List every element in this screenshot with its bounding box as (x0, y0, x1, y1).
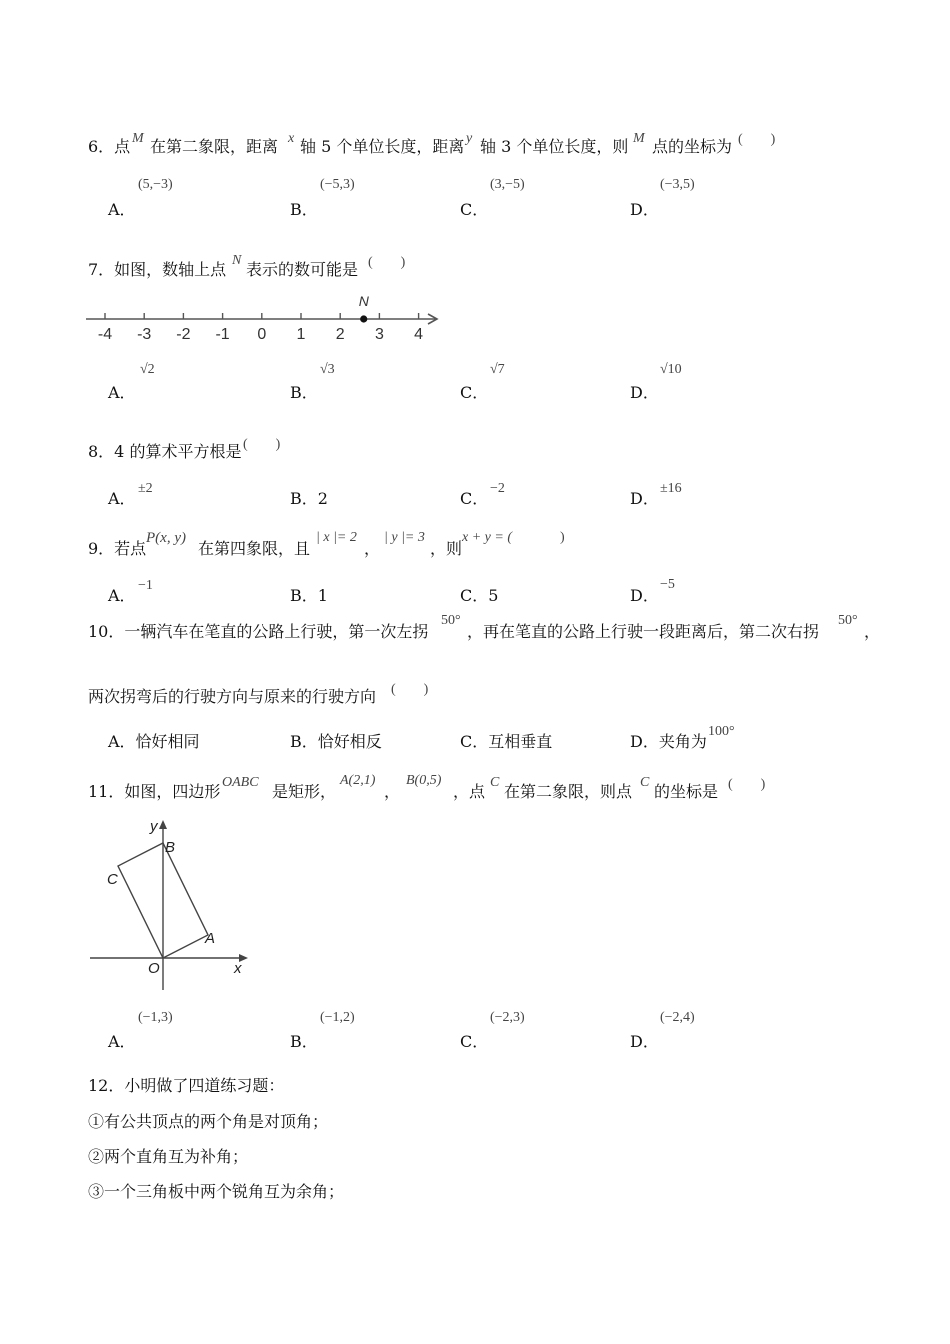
q10-stem-part: 10．一辆汽车在笔直的公路上行驶，第一次左拐 (88, 622, 429, 641)
q7-option-b-math: √3 (320, 362, 335, 377)
q7-option-d-math: √10 (660, 362, 682, 377)
q8-option-a-math: ±2 (138, 481, 153, 496)
number-line-tick-label: 2 (335, 326, 345, 343)
y-axis-label: y (150, 818, 158, 835)
q11-var: B(0,5) (406, 773, 442, 788)
q6-var: y (466, 131, 473, 146)
q9-option-c[interactable]: C．5 (460, 586, 499, 605)
q11-var: C (490, 775, 500, 790)
number-line-tick-label: -1 (215, 326, 230, 343)
q12-stem: 12．小明做了四道练习题： (88, 1076, 285, 1095)
q6-option-d[interactable]: D． (630, 200, 659, 219)
q9-option-b[interactable]: B．1 (290, 586, 328, 605)
q8-option-b[interactable]: B．2 (290, 489, 328, 508)
q9-paren: ) (560, 530, 565, 545)
q6-option-a[interactable]: A． (108, 200, 136, 219)
q10-option-c[interactable]: C．互相垂直 (460, 732, 553, 751)
q6-option-b-math: (−5,3) (320, 177, 355, 192)
q9-stem-part: 在第四象限，且 (198, 539, 311, 558)
q11-stem-part: ，点 (453, 782, 486, 801)
q6-option-a-math: (5,−3) (138, 177, 173, 192)
vertex-b-label: B (165, 839, 176, 856)
x-axis-label: x (234, 960, 242, 977)
q6-var: x (288, 131, 295, 146)
q11-var: C (640, 775, 650, 790)
q11-option-d-math: (−2,4) (660, 1010, 695, 1025)
number-line-tick-label: -2 (176, 326, 191, 343)
q11-option-b-math: (−1,2) (320, 1010, 355, 1025)
q8-option-d[interactable]: D． (630, 489, 659, 508)
q6-option-b[interactable]: B． (290, 200, 318, 219)
q6-option-d-math: (−3,5) (660, 177, 695, 192)
q9-option-a-math: −1 (138, 578, 153, 593)
q10-option-d[interactable]: D．夹角为 (630, 732, 707, 751)
q6-stem-part: 轴 3 个单位长度，则 (480, 137, 629, 156)
q10-option-b[interactable]: B．恰好相反 (290, 732, 382, 751)
q8-option-d-math: ±16 (660, 481, 682, 496)
q7-stem-part: 表示的数可能是 (246, 260, 359, 279)
q9-stem-part: 9．若点 (88, 539, 147, 558)
number-line-tick-label: -3 (137, 326, 152, 343)
q10-stem-part: ， (864, 622, 881, 641)
q12-statement-2: ②两个直角互为补角； (88, 1147, 249, 1166)
q12-statement-3: ③一个三角板中两个锐角互为余角； (88, 1182, 345, 1201)
q11-stem-part: 的坐标是 (654, 782, 719, 801)
q8-option-a[interactable]: A． (108, 489, 136, 508)
q11-option-c-math: (−2,3) (490, 1010, 525, 1025)
number-line-tick-label: 3 (374, 326, 384, 343)
q6-stem-part: 点的坐标为 (652, 137, 733, 156)
q11-stem-part: ， (384, 782, 401, 801)
q6-stem-part: 在第二象限，距离 (150, 137, 279, 156)
q10-degree: 50° (838, 613, 858, 628)
q7-option-c[interactable]: C． (460, 383, 489, 402)
q7-option-b[interactable]: B． (290, 383, 318, 402)
q12-statement-1: ①有公共顶点的两个角是对顶角； (88, 1112, 329, 1131)
number-line-point-n (360, 315, 367, 322)
q9-var: | x |= 2 (316, 530, 357, 545)
q6-stem-part: 轴 5 个单位长度，距离 (300, 137, 465, 156)
origin-o-label: O (148, 960, 160, 977)
vertex-a-label: A (205, 930, 216, 947)
number-line-point-label: N (358, 293, 369, 309)
q10-paren: ( ) (391, 682, 429, 697)
q7-var: N (232, 253, 242, 268)
q7-stem-part: 7．如图，数轴上点 (88, 260, 227, 279)
q11-stem-part: 11．如图，四边形 (88, 782, 221, 801)
q6-option-c[interactable]: C． (460, 200, 489, 219)
q9-var: | y |= 3 (384, 530, 425, 545)
q8-paren: ( ) (243, 437, 281, 452)
q10-stem-line2: 两次拐弯后的行驶方向与原来的行驶方向 (88, 687, 377, 706)
q9-option-d[interactable]: D． (630, 586, 659, 605)
number-line-tick-label: 0 (257, 326, 267, 343)
q8-option-c-math: −2 (490, 481, 505, 496)
q9-var: x + y = ( (462, 530, 512, 545)
q7-option-c-math: √7 (490, 362, 505, 377)
q10-option-d-math: 100° (708, 724, 735, 739)
q6-stem-part: 6．点 (88, 137, 131, 156)
q11-stem-part: 在第二象限，则点 (504, 782, 633, 801)
q11-option-c[interactable]: C． (460, 1032, 489, 1051)
q9-option-d-math: −5 (660, 577, 675, 592)
q6-var: M (132, 131, 144, 146)
q11-paren: ( ) (728, 777, 766, 792)
q8-option-c[interactable]: C． (460, 489, 489, 508)
q8-stem: 8．4 的算术平方根是 (88, 442, 242, 461)
q7-option-a[interactable]: A． (108, 383, 136, 402)
q9-option-a[interactable]: A． (108, 586, 136, 605)
q7-paren: ( ) (368, 255, 406, 270)
q11-option-d[interactable]: D． (630, 1032, 659, 1051)
q10-degree: 50° (441, 613, 461, 628)
q10-option-a[interactable]: A．恰好相同 (108, 732, 200, 751)
q6-paren: ( ) (738, 132, 776, 147)
q10-stem-part: ，再在笔直的公路上行驶一段距离后，第二次右拐 (467, 622, 820, 641)
q7-option-d[interactable]: D． (630, 383, 659, 402)
q9-var: P(x, y) (146, 530, 186, 546)
q9-stem-part: ， (364, 539, 381, 558)
y-axis-arrow-icon (159, 820, 167, 829)
q11-option-b[interactable]: B． (290, 1032, 318, 1051)
q9-stem-part: ，则 (430, 539, 463, 558)
q7-option-a-math: √2 (140, 362, 155, 377)
number-line-tick-label: 4 (414, 326, 424, 343)
number-line-tick-label: -4 (97, 326, 113, 343)
q6-option-c-math: (3,−5) (490, 177, 525, 192)
q11-var: A(2,1) (340, 773, 376, 788)
q11-option-a[interactable]: A． (108, 1032, 136, 1051)
number-line-figure (80, 288, 450, 348)
rectangle-coordinate-figure (84, 814, 260, 998)
number-line-tick-label: 1 (296, 326, 306, 343)
q6-var: M (633, 131, 645, 146)
vertex-c-label: C (107, 871, 118, 888)
q11-option-a-math: (−1,3) (138, 1010, 173, 1025)
q11-var: OABC (222, 775, 259, 790)
q11-stem-part: 是矩形， (272, 782, 337, 801)
